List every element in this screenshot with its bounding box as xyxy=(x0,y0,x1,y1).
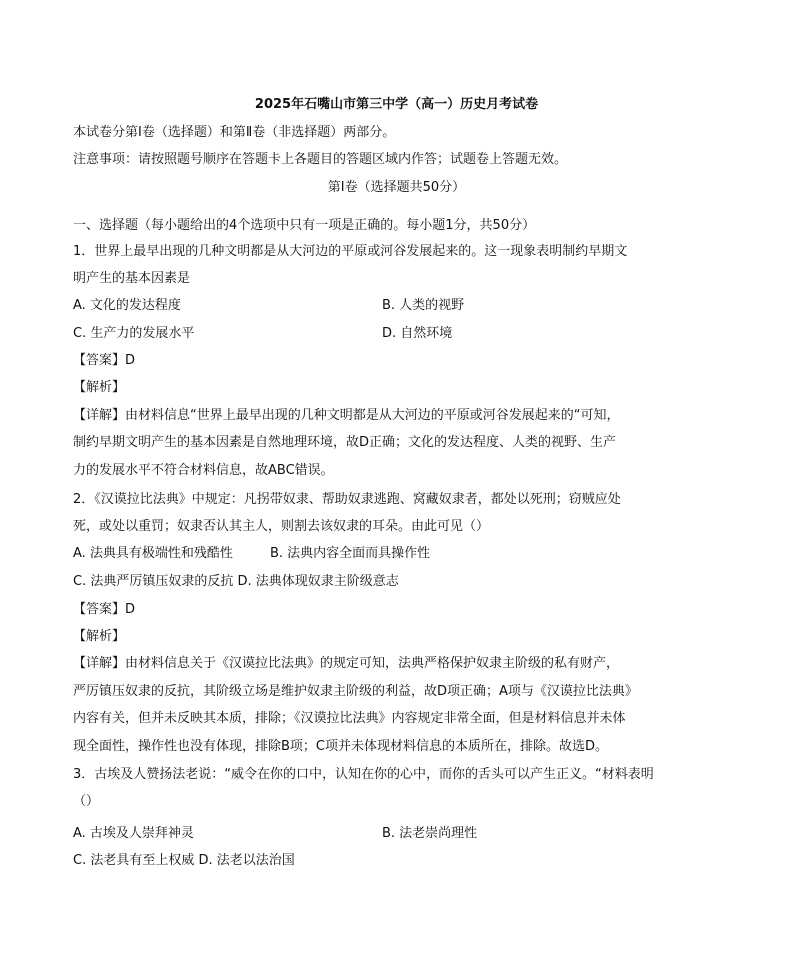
section-instructions: 一、选择题（每小题给出的4个选项中只有一项是正确的。每小题1分，共50分） xyxy=(73,218,536,233)
q2-analysis-label: 【解析】 xyxy=(73,629,126,644)
q1-analysis-label: 【解析】 xyxy=(73,380,126,395)
q1-option-c: C. 生产力的发展水平 xyxy=(73,326,195,341)
q2-answer: 【答案】D xyxy=(73,602,136,617)
q2-stem-line-1: 2．《汉谟拉比法典》中规定：凡拐带奴隶、帮助奴隶逃跑、窝藏奴隶者，都处以死刑；窃贼应处 xyxy=(73,492,621,507)
q1-stem-line-1: 1．世界上最早出现的几种文明都是从大河边的平原或河谷发展起来的。这一现象表明制约早期文 xyxy=(73,244,628,259)
q3-option-b: B. 法老崇尚理性 xyxy=(382,826,478,841)
intro-text: 本试卷分第Ⅰ卷（选择题）和第Ⅱ卷（非选择题）两部分。 xyxy=(73,125,396,140)
q1-option-d: D. 自然环境 xyxy=(382,326,453,341)
q1-detail-line-3: 力的发展水平不符合材料信息，故ABC错误。 xyxy=(73,463,334,478)
q1-option-a: A. 文化的发达程度 xyxy=(73,298,181,313)
notice-text: 注意事项：请按照题号顺序在答题卡上各题目的答题区域内作答；试题卷上答题无效。 xyxy=(73,152,568,167)
q2-detail-line-4: 现全面性，操作性也没有体现，排除B项；C项并未体现材料信息的本质所在，排除。故选D。 xyxy=(73,739,609,754)
q3-option-cd: C. 法老具有至上权威 D. 法老以法治国 xyxy=(73,853,295,868)
q2-option-b: B. 法典内容全面而具操作性 xyxy=(270,546,431,561)
q3-option-a: A. 古埃及人崇拜神灵 xyxy=(73,826,194,841)
q3-stem-line-1: 3．古埃及人赞扬法老说：“威令在你的口中，认知在你的心中，而你的舌头可以产生正义。“材料表明 xyxy=(73,767,654,782)
q1-option-b: B. 人类的视野 xyxy=(382,298,465,313)
q2-option-a: A. 法典具有极端性和残酷性 xyxy=(73,546,233,561)
exam-title: 2025年石嘴山市第三中学（高一）历史月考试卷 xyxy=(254,97,539,112)
q1-stem-line-2: 明产生的基本因素是 xyxy=(73,271,191,286)
q2-detail-line-1: 【详解】由材料信息关于《汉谟拉比法典》的规定可知，法典严格保护奴隶主阶级的私有财产， xyxy=(73,656,620,671)
q1-detail-line-1: 【详解】由材料信息“世界上最早出现的几种文明都是从大河边的平原或河谷发展起来的“可知， xyxy=(73,408,620,423)
q1-answer: 【答案】D xyxy=(73,353,136,368)
q2-detail-line-3: 内容有关，但并未反映其本质，排除；《汉谟拉比法典》内容规定非常全面，但是材料信息并未体 xyxy=(73,711,626,726)
q2-stem-line-2: 死，或处以重罚；奴隶否认其主人，则割去该奴隶的耳朵。由此可见（） xyxy=(73,519,490,534)
q2-detail-line-2: 严厉镇压奴隶的反抗，其阶级立场是维护奴隶主阶级的利益，故D项正确；A项与《汉谟拉比法典》 xyxy=(73,684,638,699)
q2-option-cd: C. 法典严厉镇压奴隶的反抗 D. 法典体现奴隶主阶级意志 xyxy=(73,574,399,589)
q3-stem-line-2: （） xyxy=(73,794,100,809)
q1-detail-line-2: 制约早期文明产生的基本因素是自然地理环境，故D正确；文化的发达程度、人类的视野、生产 xyxy=(73,435,617,450)
section-title: 第Ⅰ卷（选择题共50分） xyxy=(327,180,466,195)
